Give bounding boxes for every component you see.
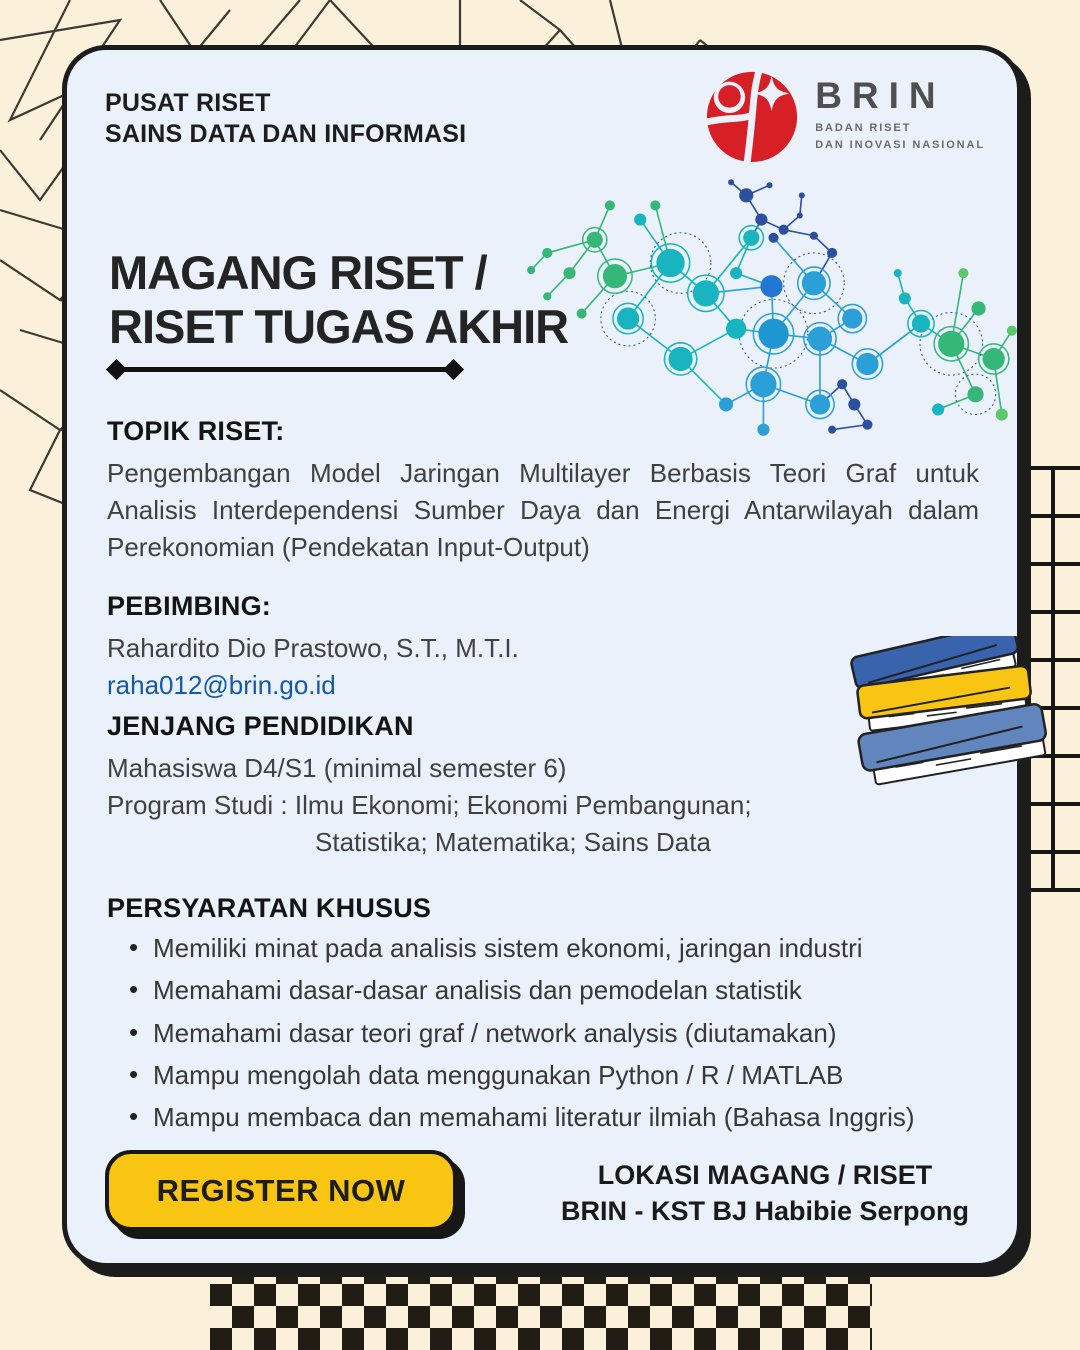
checkerboard-pattern [210, 1262, 872, 1350]
books-stack-illustration [842, 636, 1052, 796]
brin-logo [703, 66, 985, 164]
pebimbing-email-link[interactable]: raha012@brin.go.id [107, 669, 336, 700]
org-name [105, 88, 466, 151]
section-persyaratan-khusus [107, 893, 979, 1143]
topik-heading: TOPIK RISET: [107, 416, 285, 446]
brin-brand-text: BRIN [815, 74, 946, 116]
register-now-button[interactable]: REGISTER NOW [105, 1150, 457, 1231]
jenjang-line2: Program Studi : Ilmu Ekonomi; Ekonomi Pembangunan; [107, 789, 752, 820]
org-line2: SAINS DATA DAN INFORMASI [105, 120, 467, 149]
pebimbing-name: Rahardito Dio Prastowo, S.T., M.T.I. [107, 633, 519, 663]
list-item: • Memahami dasar teori graf / network analysis (diutamakan) [107, 1017, 979, 1050]
list-item: • Mampu membaca dan memahami literatur ilmiah (Bahasa Inggris) [107, 1101, 979, 1134]
diamond-left-icon [106, 359, 127, 380]
jenjang-line1: Mahasiswa D4/S1 (minimal semester 6) [107, 753, 567, 783]
org-line1: PUSAT RISET [105, 89, 271, 117]
jenjang-heading: JENJANG PENDIDIKAN [107, 711, 414, 741]
brin-tagline: BADAN RISET DAN INOVASI NASIONAL [815, 122, 985, 152]
persyaratan-heading: PERSYARATAN KHUSUS [107, 893, 432, 923]
brin-logo-icon [703, 66, 801, 164]
jenjang-line3: Statistika; Matematika; Sains Data [315, 826, 711, 857]
title-divider [109, 362, 461, 377]
network-graph-illustration [519, 176, 1024, 446]
lokasi-block [535, 1158, 995, 1229]
persyaratan-list [107, 932, 979, 1134]
lokasi-line1: LOKASI MAGANG / RISET [597, 1160, 933, 1190]
title-line1: MAGANG RISET / [109, 246, 487, 299]
section-topik-riset [107, 416, 979, 566]
list-item: • Mampu mengolah data menggunakan Python / R / MATLAB [107, 1059, 979, 1092]
topik-body: Pengembangan Model Jaringan Multilayer Berbasis Teori Graf untuk Analisis Interdependensi Sumber Daya dan Energi Antarwilayah dalam Perekonomian (Pendekatan Input-Output) [107, 458, 979, 562]
brin-wordmark [815, 76, 985, 155]
lokasi-line2: BRIN - KST BJ Habibie Serpong [560, 1195, 970, 1226]
list-item: • Memiliki minat pada analisis sistem ekonomi, jaringan industri [107, 932, 979, 965]
pebimbing-heading: PEBIMBING: [107, 591, 271, 621]
list-item: • Memahami dasar-dasar analisis dan pemodelan statistik [107, 974, 979, 1007]
title-line2: RISET TUGAS AKHIR [109, 299, 569, 353]
diamond-right-icon [443, 359, 464, 380]
poster-title [109, 246, 568, 353]
